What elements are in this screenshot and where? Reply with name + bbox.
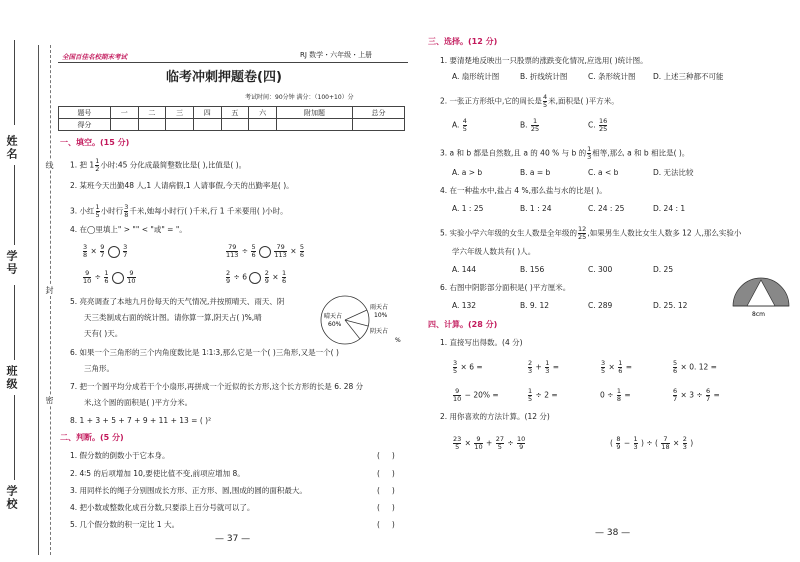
score-header: 五 [221, 107, 249, 119]
page-number-left: — 37 — [215, 534, 251, 544]
score-cell[interactable] [353, 119, 405, 131]
pie-label-rain: 雨天占 [370, 304, 389, 311]
q3-1-option[interactable]: C. 条形统计图 [588, 72, 636, 81]
score-header: 二 [138, 107, 166, 119]
student-number-label: 学号 [5, 250, 18, 276]
judge-item: 4. 把小数或整数化成百分数,只要添上百分号就可以了。 [70, 503, 255, 512]
page-title: 临考冲刺押题卷(四) [166, 70, 282, 85]
q1-2: 2. 某班今天出勤48 人,1 人请病假,1 人请事假,今天的出勤率是( )。 [70, 181, 294, 190]
q3-3-option[interactable]: C. a < b [588, 168, 619, 177]
score-header: 四 [193, 107, 221, 119]
q3-1: 1. 要清楚地反映出一只股票的涨跌变化情况,应选用( )统计图。 [440, 56, 648, 65]
pie-label-rain-pct: 10% [374, 312, 388, 319]
class-label: 班级 [5, 365, 18, 391]
score-header: 三 [166, 107, 194, 119]
q3-5-option[interactable]: A. 144 [452, 265, 477, 274]
semicircle-figure [730, 270, 792, 320]
q3-6-option[interactable]: D. 25. 12 [653, 301, 688, 310]
calc-expression-1: $\frac{23}{5}$ × $\frac{9}{10}$ + $\frac{27}{5}$ ÷ $\frac{10}{9}$ [453, 435, 526, 451]
q1-7: 7. 把一个圆平均分成若干个小扇形,再拼成一个近似的长方形,这个长方形的长是 6. 28 分 [70, 382, 364, 391]
q3-3-option[interactable]: B. a = b [520, 168, 551, 177]
calc-item: $\frac{1}{5}$ ÷ 2 = [528, 387, 558, 403]
q3-2-option[interactable]: B. $\frac{1}{25}$ [520, 117, 540, 133]
compare-circle[interactable] [259, 246, 271, 258]
q3-5-option[interactable]: C. 300 [588, 265, 613, 274]
score-cell[interactable] [221, 119, 249, 131]
score-cell[interactable] [138, 119, 166, 131]
q1-4: 4. 在◯里填上" > "" < "或" = "。 [70, 225, 187, 234]
q3-3-option[interactable]: A. a > b [452, 168, 483, 177]
score-cell[interactable] [249, 119, 277, 131]
brand-logo: 全国百佳名校期末考试 [62, 53, 127, 61]
q1-5c: 天有( )天。 [84, 329, 123, 338]
q3-6-option[interactable]: C. 289 [588, 301, 613, 310]
calc-item: $\frac{3}{5}$ × 6 = [453, 359, 483, 375]
score-cell[interactable] [166, 119, 194, 131]
answer-paren[interactable]: ( ) [377, 469, 395, 478]
q3-1-option[interactable]: A. 扇形统计图 [452, 72, 500, 81]
q4-2: 2. 用你喜欢的方法计算。(12 分) [440, 412, 550, 421]
score-row-label: 得分 [59, 119, 111, 131]
score-cell[interactable] [276, 119, 352, 131]
q3-3-option[interactable]: D. 无法比较 [653, 168, 694, 177]
q4-1: 1. 直接写出得数。(4 分) [440, 338, 523, 347]
q3-1-option[interactable]: D. 上述三种都不可能 [653, 72, 724, 81]
binding-spine [0, 0, 54, 562]
q1-5b: 天三类制成右面的统计图。请你算一算,阴天占( )%,晴 [84, 313, 262, 322]
score-header: 题号 [59, 107, 111, 119]
judge-item: 1. 假分数的倒数小于它本身。 [70, 451, 170, 460]
section-calc-title: 四、计算。(28 分) [428, 320, 498, 329]
seal-mark-1: 线 [45, 161, 54, 169]
section-fill-title: 一、填空。(15 分) [60, 138, 130, 147]
q1-5: 5. 亮亮调查了本地九月份每天的天气情况,并按照晴天、雨天、阴 [70, 297, 285, 306]
judge-item: 3. 用同样长的绳子分别围成长方形、正方形、圆,围成的圆的面积最大。 [70, 486, 307, 495]
calc-item: $\frac{9}{10}$ − 20% = [453, 387, 499, 403]
q1-1: 1. 把 1 $\frac{1}{2}$ 小时:45 分化成最简整数比是( ),比值是( )。 [70, 157, 247, 173]
score-header: 六 [249, 107, 277, 119]
score-header: 一 [110, 107, 138, 119]
judge-item: 2. 4∶5 的后项增加 10,要使比值不变,前项应增加 8。 [70, 469, 245, 478]
pie-label-cloudy-pct: % [395, 337, 401, 344]
calc-item: $\frac{2}{3}$ + $\frac{1}{3}$ = [528, 359, 560, 375]
judge-item: 5. 几个假分数的积一定比 1 大。 [70, 520, 180, 529]
compare-circle[interactable] [108, 246, 120, 258]
figure-label: 8cm [752, 311, 765, 318]
calc-item: 0 ÷ $\frac{1}{8}$ = [600, 387, 631, 403]
calc-expression-2: ( $\frac{8}{9}$ − $\frac{1}{3}$ ) ÷ ( $\frac{7}{18}$ × $\frac{2}{3}$ ) [610, 435, 694, 451]
q1-8: 8. 1 + 3 + 5 + 7 + 9 + 11 + 13 = ( )² [70, 416, 212, 425]
q3-3: 3. a 和 b 都是自然数,且 a 的 40 % 与 b 的 $\frac{1}{3}$ 相等,那么 a 和 b 相比是( )。 [440, 145, 690, 161]
compare-4: $\frac{2}{9}$ ÷ 6 $\frac{2}{9}$ × $\frac{1}{6}$ [226, 269, 287, 285]
seal-mark-3: 密 [45, 396, 54, 404]
pie-label-sunny: 晴天占 [324, 313, 343, 320]
compare-3: $\frac{9}{10}$ ÷ $\frac{1}{6}$ $\frac{9}{10}$ [83, 269, 136, 285]
q3-4: 4. 在一种盐水中,盐占 4 %,那么盐与水的比是( )。 [440, 186, 607, 195]
score-cell[interactable] [110, 119, 138, 131]
q1-7b: 米,这个圆的面积是( )平方分米。 [84, 398, 193, 407]
q3-5-option[interactable]: D. 25 [653, 265, 674, 274]
exam-time: 考试时间：90分钟 满分：（100+10）分 [245, 94, 354, 101]
q3-2-options[interactable]: A. $\frac{4}{5}$ [452, 117, 467, 133]
pie-label-cloudy: 阴天占 [370, 328, 389, 335]
calc-item: $\frac{5}{6}$ × 0. 12 = [673, 359, 717, 375]
name-label: 姓名 [5, 135, 18, 161]
school-label: 学校 [5, 485, 18, 511]
pie-label-sunny-pct: 60% [328, 321, 342, 328]
score-header: 附加题 [276, 107, 352, 119]
q3-6: 6. 右图中阴影部分面积是( )平方厘米。 [440, 283, 571, 292]
compare-2: $\frac{79}{113}$ ÷ $\frac{5}{6}$ $\frac{79}{113}$ × $\frac{5}{6}$ [226, 243, 305, 259]
q3-2: 2. 一张正方形纸中,它的周长是 $\frac{4}{5}$ 米,面积是( )平方米。 [440, 93, 619, 109]
section-judge-title: 二、判断。(5 分) [60, 433, 124, 442]
answer-paren[interactable]: ( ) [377, 503, 395, 512]
q3-2-option[interactable]: C. $\frac{16}{25}$ [588, 117, 608, 133]
q1-3: 3. 小红 $\frac{1}{5}$ 小时行 $\frac{3}{8}$ 千米,她每小时行( )千米,行 1 千米要用( )小时。 [70, 203, 288, 219]
calc-item: $\frac{3}{5}$ × $\frac{1}{6}$ = [601, 359, 633, 375]
score-cell[interactable] [193, 119, 221, 131]
q3-4-option[interactable]: A. 1 : 25 [452, 204, 484, 213]
q3-4-option[interactable]: C. 24 : 25 [588, 204, 625, 213]
q1-6b: 三角形。 [84, 364, 114, 373]
answer-paren[interactable]: ( ) [377, 486, 395, 495]
q3-5-option[interactable]: B. 156 [520, 265, 545, 274]
calc-item: $\frac{6}{7}$ × 3 ÷ $\frac{6}{7}$ = [673, 387, 720, 403]
answer-paren[interactable]: ( ) [377, 520, 395, 529]
compare-circle[interactable] [112, 272, 124, 284]
q3-5c: 学六年级人数共有( )人。 [452, 247, 536, 256]
q3-6-option[interactable]: A. 132 [452, 301, 477, 310]
weather-pie-chart [320, 293, 410, 353]
q1-6: 6. 如果一个三角形的三个内角度数比是 1∶1∶3,那么它是一个( )三角形,又是一个( ) [70, 348, 339, 357]
page-number-right: — 38 — [595, 528, 631, 538]
q3-6-option[interactable]: B. 9. 12 [520, 301, 549, 310]
section-choice-title: 三、选择。(12 分) [428, 37, 498, 46]
q3-5: 5. 实验小学六年级的女生人数是全年级的 $\frac{12}{25}$ ,如果男生人数比女生人数多 12 人,那么实验小 [440, 225, 742, 241]
q3-1-option[interactable]: B. 折线统计图 [520, 72, 568, 81]
compare-circle[interactable] [249, 272, 261, 284]
series-label: RJ 数学・六年级・上册 [300, 51, 373, 59]
answer-paren[interactable]: ( ) [377, 451, 395, 460]
compare-1: $\frac{3}{8}$ × $\frac{9}{7}$ $\frac{3}{7}$ [83, 243, 128, 259]
q3-4-option[interactable]: B. 1 : 24 [520, 204, 552, 213]
score-table [58, 106, 405, 131]
q3-4-option[interactable]: D. 24 : 1 [653, 204, 686, 213]
score-header: 总分 [353, 107, 405, 119]
seal-mark-2: 封 [45, 286, 54, 294]
